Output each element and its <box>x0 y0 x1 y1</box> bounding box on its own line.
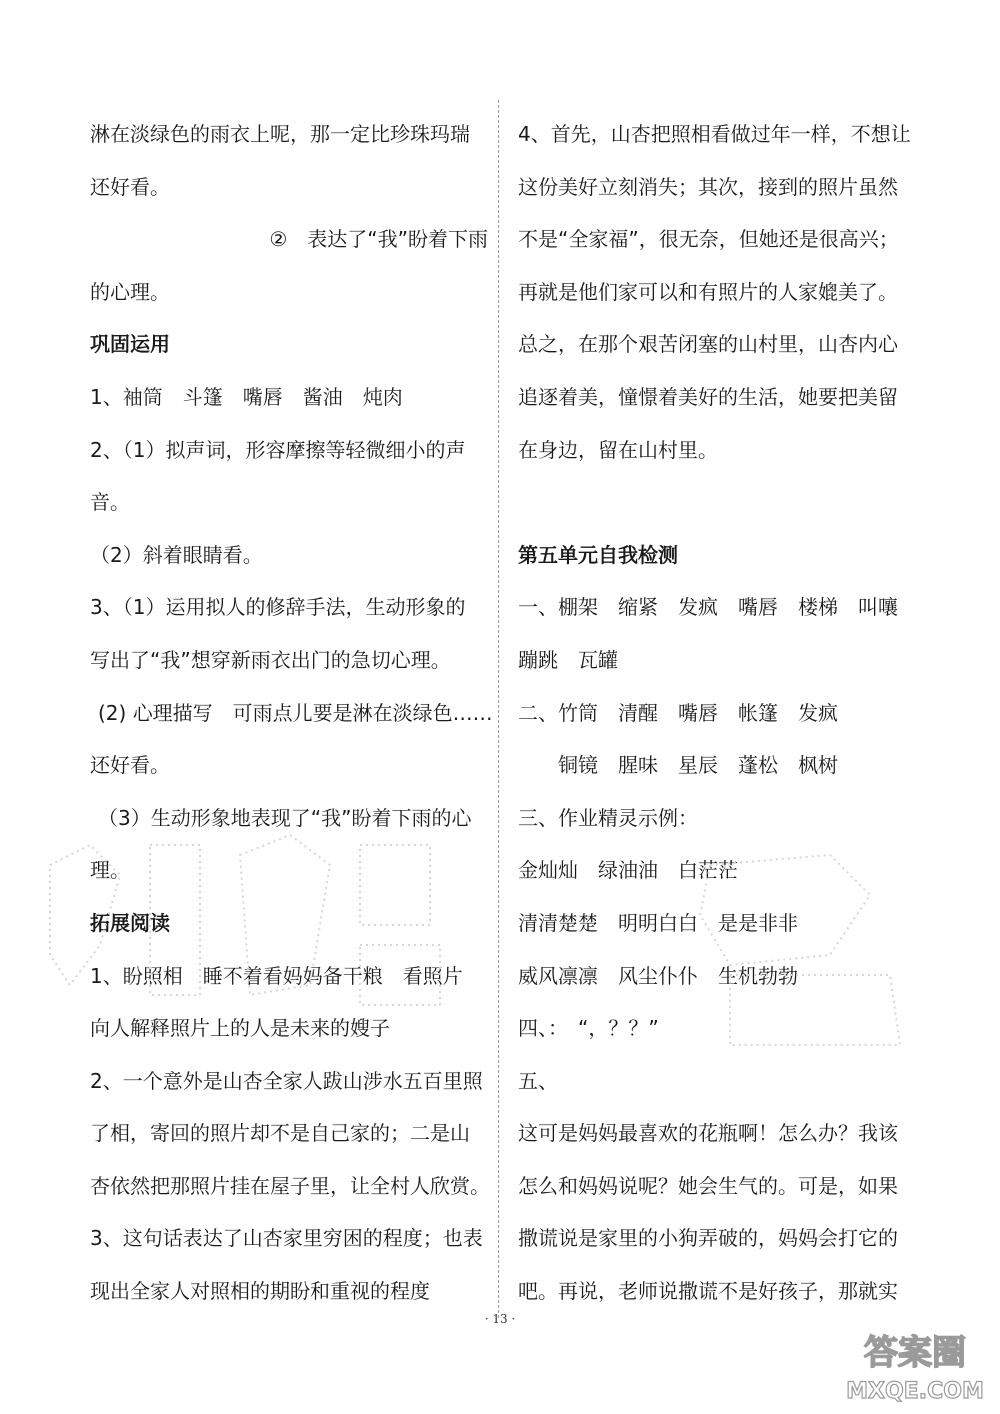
text-line: 还好看。 <box>90 753 170 778</box>
text-line: 淋在淡绿色的雨衣上呢，那一定比珍珠玛瑞 <box>90 122 470 146</box>
text-line: 三、作业精灵示例： <box>518 805 698 830</box>
svg-text:MXQE.COM: MXQE.COM <box>846 1379 984 1404</box>
text-line: 不是“全家福”，很无奈，但她还是很高兴； <box>518 227 899 252</box>
text-line: 铜镜 腥味 星辰 蓬松 枫树 <box>558 753 838 778</box>
text-line: 在身边，留在山村里。 <box>518 437 718 462</box>
text-line: 3、（1）运用拟人的修辞手法，生动形象的 <box>90 595 466 620</box>
text-line: 现出全家人对照相的期盼和重视的程度 <box>90 1279 430 1304</box>
text-line: 吧。再说，老师说撒谎不是好孩子，那就实 <box>518 1279 898 1304</box>
text-line: 3、这句话表达了山杏家里穷困的程度；也表 <box>90 1226 483 1251</box>
text-line: 1、袖筒 斗篷 嘴唇 酱油 炖肉 <box>90 384 403 409</box>
right-column <box>518 108 914 1318</box>
section-heading: 巩固运用 <box>90 332 170 357</box>
text-line: 总之，在那个艰苦闭塞的山村里，山杏内心 <box>518 332 898 357</box>
text-line: 音。 <box>90 490 130 515</box>
text-line: 追逐着美，憧憬着美好的生活，她要把美留 <box>518 384 898 409</box>
text-line: 向人解释照片上的人是未来的嫂子 <box>90 1016 390 1041</box>
text-line: 还好看。 <box>90 174 170 199</box>
column-divider <box>498 100 499 1318</box>
text-line: 威风凛凛 风尘仆仆 生机勃勃 <box>518 963 798 988</box>
blank-line <box>518 476 914 529</box>
section-heading: 拓展阅读 <box>90 910 170 935</box>
text-line: 五、 <box>518 1068 558 1093</box>
text-line: 写出了“我”想穿新雨衣出门的急切心理。 <box>90 647 451 672</box>
text-line: 一、棚架 缩紧 发疯 嘴唇 楼梯 叫嚷 <box>518 595 898 620</box>
text-line: 二、竹筒 清醒 嘴唇 帐篷 发疯 <box>518 700 838 725</box>
section-heading: 第五单元自我检测 <box>518 542 678 567</box>
text-line: 理。 <box>90 858 130 883</box>
site-logo <box>840 1318 990 1408</box>
text-line: (2) 心理描写 可雨点儿要是淋在淡绿色…… <box>98 700 493 725</box>
text-line: ② 表达了“我”盼着下雨 <box>269 227 488 252</box>
text-line: 2、一个意外是山杏全家人跋山涉水五百里照 <box>90 1068 483 1093</box>
text-line: 1、盼照相 睡不着看妈妈备干粮 看照片 <box>90 963 463 988</box>
text-line: 4、首先，山杏把照相看做过年一样，不想让 <box>518 122 911 146</box>
text-line: 金灿灿 绿油油 白茫茫 <box>518 858 738 883</box>
text-line: 了相，寄回的照片却不是自己家的；二是山 <box>90 1121 470 1146</box>
text-line: 四、： “，？？” <box>518 1016 659 1041</box>
page-number: · 13 · <box>484 1312 516 1326</box>
text-line: 清清楚楚 明明白白 是是非非 <box>518 910 798 935</box>
svg-text:答案圈: 答案圈 <box>864 1333 966 1373</box>
text-line: 的心理。 <box>90 279 170 304</box>
left-column <box>90 108 493 1318</box>
text-line: 撒谎说是家里的小狗弄破的，妈妈会打它的 <box>518 1226 898 1251</box>
text-line: 这份美好立刻消失；其次，接到的照片虽然 <box>518 174 898 199</box>
text-line: （2）斜着眼睛看。 <box>90 542 263 567</box>
text-line: 杏依然把那照片挂在屋子里，让全村人欣赏。 <box>90 1173 490 1198</box>
text-line: 这可是妈妈最喜欢的花瓶啊！怎么办？我该 <box>518 1121 898 1146</box>
text-line: 再就是他们家可以和有照片的人家媲美了。 <box>518 279 898 304</box>
text-line: 蹦跳 瓦罐 <box>518 647 618 672</box>
text-line: 2、（1）拟声词，形容摩擦等轻微细小的声 <box>90 437 466 462</box>
text-line: （3）生动形象地表现了“我”盼着下雨的心 <box>98 805 472 830</box>
text-line: 怎么和妈妈说呢？她会生气的。可是，如果 <box>518 1173 898 1198</box>
